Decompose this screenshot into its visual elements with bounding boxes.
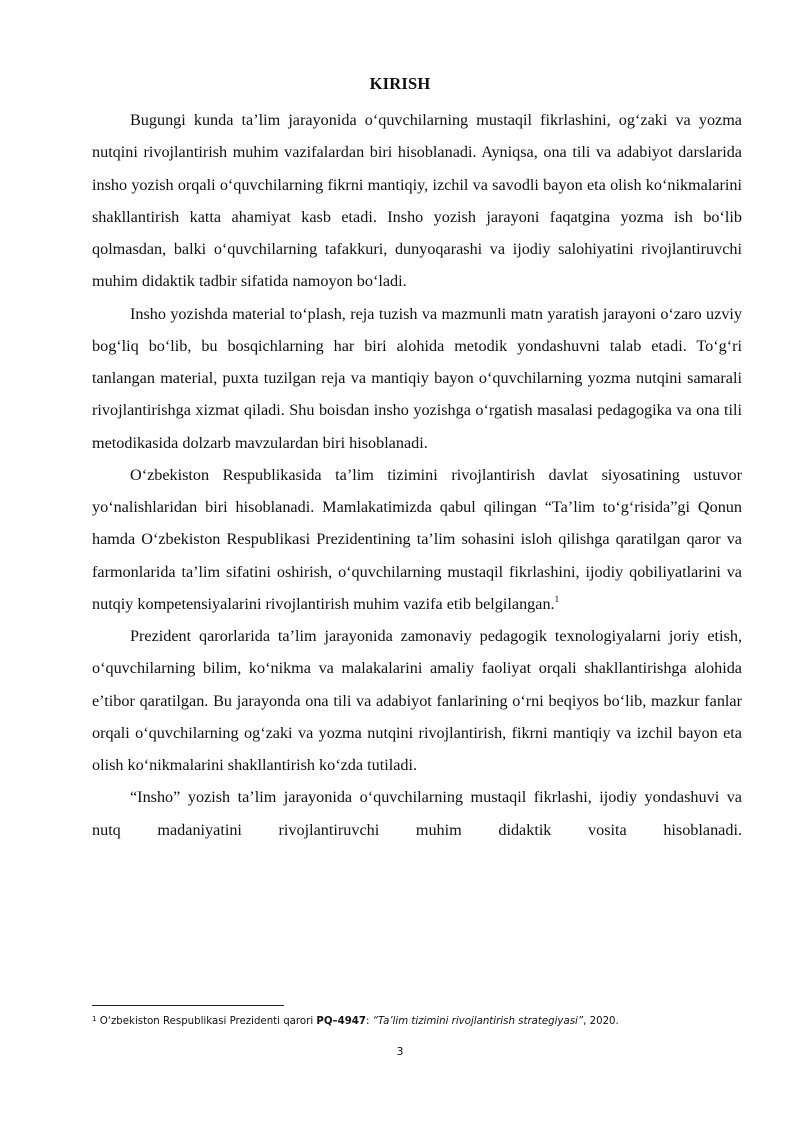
- paragraph-3-text: O‘zbekiston Respublikasida ta’lim tizimini rivojlantirish davlat siyosatining ustuvor yo‘nalishlaridan biri hisoblanadi. Mamlakatimizda qabul qilingan “Ta’lim to‘g‘risida”gi Qonun hamda O‘zbekiston Respublikasi Prezidentining ta’lim sohasini isloh qilishga qaratilgan qaror va farmonlarida ta’lim sifatini oshirish, o‘quvchilarning mustaqil fikrlashini, ijodiy qobiliyatlarini va nutqiy kompetensiyalarini rivojlantirish muhim vazifa etib belgilangan.: [92, 465, 742, 613]
- paragraph-2: Insho yozishda material to‘plash, reja tuzish va mazmunli matn yaratish jarayoni o‘zaro uzviy bog‘liq bo‘lib, bu bosqichlarning har biri alohida metodik yondashuvni talab etadi. To‘g‘ri tanlangan material, puxta tuzilgan reja va mantiqiy bayon o‘quvchilarning yozma nutqini samarali rivojlantirishga xizmat qiladi. Shu boisdan insho yozishga o‘rgatish masalasi pedagogika va ona tili metodikasida dolzarb mavzulardan biri hisoblanadi.: [92, 304, 742, 452]
- footnote-separator-text: :: [365, 1016, 373, 1027]
- paragraph-3: [92, 459, 742, 620]
- footnote-title: “Ta’lim tizimini rivojlantirish strategiyasi”: [372, 1016, 584, 1027]
- footnote-decree-code: PQ–4947: [316, 1016, 366, 1027]
- paragraph-4: Prezident qarorlarida ta’lim jarayonida zamonaviy pedagogik texnologiyalarni joriy etish, o‘quvchilarning bilim, ko‘nikma va malakalarini amaliy faoliyat orqali shakllantirishga alohida e’tibor qaratilgan. Bu jarayonda ona tili va adabiyot fanlarining o‘rni beqiyos bo‘lib, mazkur fanlar orqali o‘quvchilarning og‘zaki va yozma nutqini rivojlantirish, fikrni mantiqiy va izchil bayon eta olish ko‘nikmalarini shakllantirish ko‘zda tutiladi.: [92, 627, 742, 774]
- footnote-suffix: , 2020.: [583, 1016, 619, 1027]
- paragraph-5: “Insho” yozish ta’lim jarayonida o‘quvchilarning mustaqil fikrlashi, ijodiy yondashuvi va nutq madaniyatini rivojlantiruvchi muhim didaktik vosita hisoblanadi.: [92, 788, 742, 839]
- body-text: [92, 104, 742, 846]
- page-number: 3: [396, 1045, 404, 1058]
- section-heading: KIRISH: [369, 74, 431, 93]
- footnote-reference[interactable]: 1: [554, 593, 560, 604]
- footnote-separator: [92, 1005, 284, 1006]
- footnote: [92, 1015, 742, 1029]
- paragraph-1: Bugungi kunda ta’lim jarayonida o‘quvchilarning mustaqil fikrlashini, og‘zaki va yozma nutqini rivojlantirish muhim vazifalardan biri hisoblanadi. Ayniqsa, ona tili va adabiyot darslarida insho yozish orqali o‘quvchilarning fikrni mantiqiy, izchil va savodli bayon eta olish ko‘nikmalarini shakllantirish katta ahamiyat kasb etadi. Insho yozish jarayoni faqatgina yozma ish bo‘lib qolmasdan, balki o‘quvchilarning tafakkuri, dunyoqarashi va ijodiy salohiyatini rivojlantiruvchi muhim didaktik tadbir sifatida namoyon bo‘ladi.: [92, 111, 742, 291]
- footnote-prefix: O‘zbekiston Respublikasi Prezidenti qarori: [96, 1016, 317, 1027]
- footnote-number: 1: [92, 1015, 97, 1023]
